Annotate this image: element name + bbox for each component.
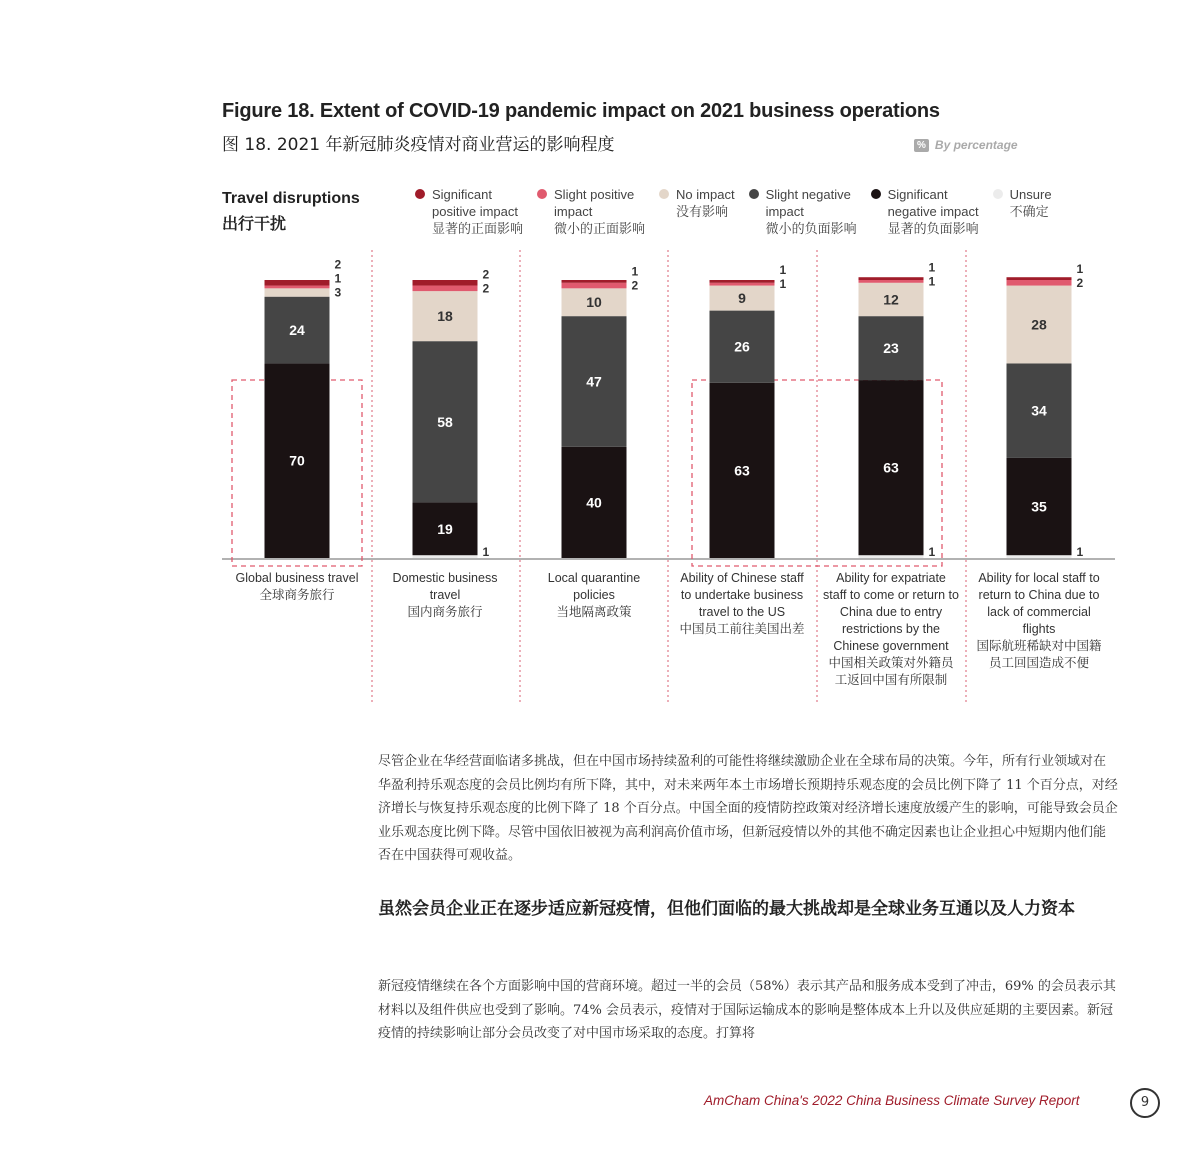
legend-label: 显著的负面影响 bbox=[887, 221, 979, 236]
category-label-zh: 当地隔离政策 bbox=[556, 605, 632, 619]
legend-label: Significant bbox=[887, 187, 948, 202]
data-label: 1 bbox=[1076, 545, 1084, 559]
category-label bbox=[377, 570, 513, 621]
data-label: 1 bbox=[928, 274, 936, 289]
category-label-en: Ability for expatriate staff to come or return to China due to entry restrictions by the Chinese government bbox=[823, 571, 959, 653]
bar-segment bbox=[413, 286, 478, 292]
data-label: 47 bbox=[586, 373, 602, 390]
bar-segment bbox=[413, 280, 478, 286]
category-label-en: Domestic business travel bbox=[392, 571, 498, 602]
data-label: 9 bbox=[738, 290, 746, 307]
section-title-en: Travel disruptions bbox=[222, 190, 360, 207]
category-label-en: Ability for local staff to return to China due to lack of commercial flights bbox=[978, 571, 1100, 636]
bar-segment bbox=[265, 286, 330, 289]
bar-segment bbox=[413, 555, 478, 558]
bar-segment bbox=[710, 280, 775, 283]
data-label: 58 bbox=[437, 413, 453, 430]
bar-segment bbox=[562, 280, 627, 283]
body-paragraph-2: 新冠疫情继续在各个方面影响中国的营商环境。超过一半的会员（58%）表示其产品和服务成本受到了冲击，69% 的会员表示其材料以及组件供应也受到了影响。74% 会员表示，疫情对于国际运输成本的影响是整体成本上升以及供应延期的主要因素。新冠疫情的持续影响让部分会员改变了对中国市场采取的态度。打算将 bbox=[378, 979, 1116, 1041]
data-label: 35 bbox=[1031, 498, 1047, 515]
data-label: 1 bbox=[482, 545, 490, 559]
data-label: 1 bbox=[631, 264, 639, 279]
category-label-en: Global business travel bbox=[235, 571, 359, 585]
legend-label: impact bbox=[765, 204, 804, 219]
category-label-en: Ability of Chinese staff to undertake business travel to the US bbox=[680, 571, 804, 619]
legend-label: Slight negative bbox=[765, 187, 851, 202]
figure-title-zh: 图 18. 2021 年新冠肺炎疫情对商业营运的影响程度 bbox=[222, 135, 615, 155]
bar-segment bbox=[265, 288, 330, 296]
legend-label: positive impact bbox=[432, 204, 518, 219]
bar-segment bbox=[859, 555, 924, 558]
data-label: 63 bbox=[734, 462, 750, 479]
bar-segment bbox=[1007, 277, 1072, 280]
data-label: 18 bbox=[437, 308, 453, 325]
legend-label: 微小的负面影响 bbox=[765, 221, 857, 236]
data-label: 2 bbox=[482, 267, 490, 282]
data-label: 26 bbox=[734, 338, 750, 355]
figure-title: Figure 18. Extent of COVID-19 pandemic impact on 2021 business operations bbox=[222, 100, 940, 122]
category-label bbox=[674, 570, 810, 638]
category-label-zh: 国内商务旅行 bbox=[407, 605, 483, 619]
data-label: 2 bbox=[482, 281, 490, 296]
bar-segment bbox=[1007, 555, 1072, 558]
data-label: 2 bbox=[631, 278, 639, 293]
data-label: 1 bbox=[779, 263, 787, 278]
data-label: 40 bbox=[586, 494, 602, 511]
legend-label: 不确定 bbox=[1009, 204, 1049, 219]
legend-label: Significant bbox=[432, 187, 492, 202]
section-title-zh: 出行干扰 bbox=[222, 216, 287, 233]
data-label: 2 bbox=[334, 257, 342, 272]
data-label: 34 bbox=[1031, 402, 1047, 419]
category-label bbox=[971, 570, 1107, 672]
category-label-zh: 中国相关政策对外籍员工返回中国有所限制 bbox=[828, 656, 954, 687]
data-label: 1 bbox=[334, 271, 342, 286]
section-heading: 虽然会员企业正在逐步适应新冠疫情，但他们面临的最大挑战却是全球业务互通以及人力资本 bbox=[378, 899, 1075, 919]
legend-label: negative impact bbox=[887, 204, 979, 219]
bar-segment bbox=[859, 277, 924, 280]
category-label bbox=[526, 570, 662, 621]
report-footer: AmCham China's 2022 China Business Climate Survey Report bbox=[704, 1093, 1080, 1108]
data-label: 10 bbox=[586, 294, 602, 311]
bar-segment bbox=[859, 280, 924, 283]
data-label: 12 bbox=[883, 291, 899, 308]
legend-label: Slight positive bbox=[554, 187, 635, 202]
data-label: 70 bbox=[289, 452, 305, 469]
legend-label: 没有影响 bbox=[676, 204, 729, 219]
legend-label: No impact bbox=[676, 187, 735, 202]
data-label: 2 bbox=[1076, 275, 1084, 290]
data-label: 1 bbox=[928, 545, 936, 559]
bar-segment bbox=[1007, 280, 1072, 286]
legend-label: 显著的正面影响 bbox=[432, 221, 524, 236]
category-label bbox=[823, 570, 959, 689]
legend-label: Unsure bbox=[1009, 187, 1052, 202]
badge-label: By percentage bbox=[934, 138, 1018, 152]
body-paragraph-1: 尽管企业在华经营面临诸多挑战，但在中国市场持续盈利的可能性将继续激励企业在全球布局的决策。今年，所有行业领域对在华盈利持乐观态度的会员比例均有所下降，其中，对未来两年本土市场增长预期持乐观态度的会员比例下降了 11 个百分点，对经济增长与恢复持乐观态度的比例下降了 18 个百分点。中国全面的疫情防控政策对经济增长速度放缓产生的影响，可能导致会员企业乐观态度比例下降。尽管中国依旧被视为高利润高价值市场，但新冠疫情以外的其他不确定因素也让企业担心中短期内他们能否在中国获得可观收益。 bbox=[378, 754, 1118, 863]
category-label-zh: 国际航班稀缺对中国籍员工回国造成不便 bbox=[976, 639, 1102, 670]
category-label bbox=[229, 570, 365, 604]
legend-label: impact bbox=[554, 204, 593, 219]
data-label: 24 bbox=[289, 322, 305, 339]
data-label: 19 bbox=[437, 520, 453, 537]
percent-icon: % bbox=[914, 139, 929, 152]
bar-segment bbox=[562, 283, 627, 289]
data-label: 3 bbox=[334, 285, 342, 300]
category-label-en: Local quarantine policies bbox=[547, 571, 641, 602]
legend-label: 微小的正面影响 bbox=[554, 221, 646, 236]
bar-segment bbox=[710, 283, 775, 286]
data-label: 1 bbox=[1076, 261, 1084, 276]
data-label: 28 bbox=[1031, 316, 1047, 333]
data-label: 1 bbox=[779, 277, 787, 292]
data-label: 23 bbox=[883, 340, 899, 357]
data-label: 1 bbox=[928, 260, 936, 275]
page-number: 9 bbox=[1130, 1088, 1160, 1118]
category-label-zh: 全球商务旅行 bbox=[259, 588, 335, 602]
bar-segment bbox=[265, 280, 330, 286]
category-label-zh: 中国员工前往美国出差 bbox=[679, 622, 805, 636]
data-label: 63 bbox=[883, 459, 899, 476]
